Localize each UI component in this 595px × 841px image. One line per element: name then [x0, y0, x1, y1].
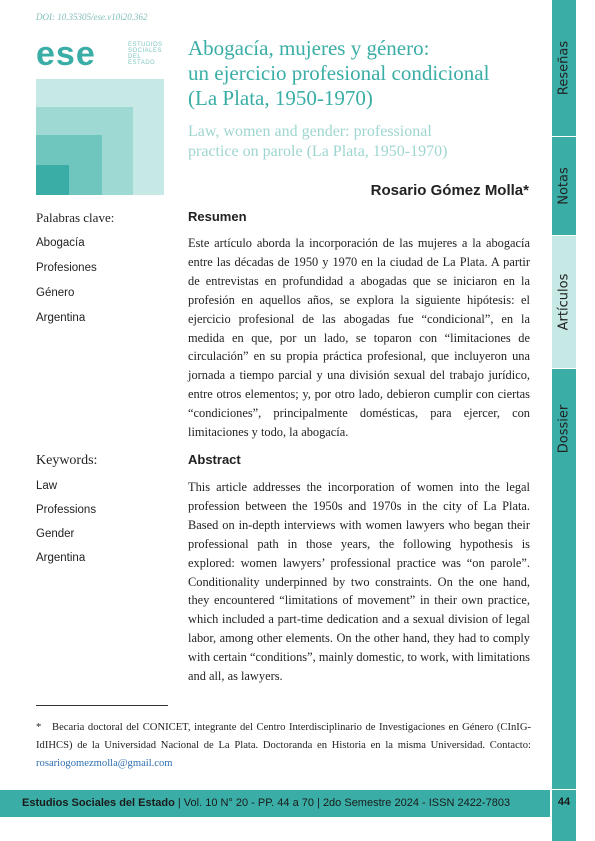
tab-dossier[interactable]	[552, 369, 576, 789]
article-title-line: un ejercicio profesional condicional	[188, 61, 490, 85]
article-subtitle-line: Law, women and gender: professional	[188, 123, 432, 140]
resumen-text: Este artículo aborda la incorporación de las mujeres a la abogacía entre las décadas de 1950 y 1970 en la ciudad de La Plata. A partir de entrevistas en profundidad a abogadas que se iniciaron en la profesión en aquellos años, se explora la siguiente hipótesis: el ejercicio profesional de las abogadas fue “condicional”, en la medida en que, por un lado, se toparon con “limitaciones de circulación” en su propia práctica profesional, que incluyeron una jornada a tiempo parcial y una división sexual del trabajo jurídico, entre otros elementos; y, por otro lado, debieron cumplir con ciertas “condiciones”, principalmente domésticas, para ejercer, con limitaciones y todo, la abogacía.	[188, 236, 530, 440]
logo-subtitle	[128, 42, 163, 66]
section-nav	[552, 0, 576, 841]
article-title-line: Abogacía, mujeres y género:	[188, 36, 430, 60]
footer-citation	[22, 797, 510, 809]
logo-subtitle-line: DEL	[128, 54, 142, 60]
article-title-line: (La Plata, 1950-1970)	[188, 86, 373, 110]
tab-label: Reseñas	[556, 40, 572, 96]
tab-bottom-strip	[552, 817, 576, 841]
keywords-es-heading: Palabras clave:	[36, 210, 115, 225]
tab-label: Dossier	[556, 404, 572, 454]
logo-subtitle-line: SOCIALES	[128, 48, 163, 54]
keyword-item: Profesiones	[36, 262, 97, 274]
keyword-item: Argentina	[36, 552, 86, 564]
footnote	[36, 719, 531, 773]
keyword-item: Género	[36, 287, 75, 299]
journal-logo	[36, 35, 164, 195]
article-subtitle-en	[188, 122, 538, 162]
resumen-heading: Resumen	[188, 209, 247, 224]
footnote-mark: *	[36, 722, 42, 733]
doi-label: DOI: 10.35305/ese.v10i20.362	[36, 12, 148, 22]
keywords-en-list	[36, 479, 96, 575]
abstract-heading: Abstract	[188, 452, 241, 467]
tab-notas[interactable]	[552, 137, 576, 235]
footer-journal-name: Estudios Sociales del Estado	[22, 797, 175, 809]
article-title	[188, 36, 538, 111]
keyword-item: Gender	[36, 528, 75, 540]
tab-label: Artículos	[556, 273, 572, 331]
logo-wordmark: ese	[36, 35, 96, 73]
contact-email-link[interactable]: rosariogomezmolla@gmail.com	[36, 758, 173, 769]
page-number: 44	[557, 796, 571, 808]
article-subtitle-line: practice on parole (La Plata, 1950-1970)	[188, 143, 448, 160]
keyword-item: Professions	[36, 504, 97, 516]
tab-resenas[interactable]	[552, 0, 576, 136]
tab-label: Notas	[556, 167, 572, 205]
keyword-item: Argentina	[36, 312, 86, 324]
footnote-divider	[36, 705, 168, 706]
keywords-en-heading: Keywords:	[36, 453, 98, 468]
tab-articulos[interactable]	[552, 236, 576, 368]
page-number-box	[552, 790, 576, 817]
logo-subtitle-line: ESTADO	[128, 60, 156, 66]
logo-subtitle-line: ESTUDIOS	[128, 42, 163, 48]
logo-square-inner	[36, 165, 69, 195]
keyword-item: Abogacía	[36, 237, 85, 249]
abstract-text: This article addresses the incorporation of women into the legal profession between the 1950s and 1970s in the city of La Plata. Based on in-depth interviews with women lawyers who began their professional path in those years, the following hypothesis is explored: women lawyers’ professional practice was “on parole”. Conditionality underpinned by two constraints. On the one hand, they encountered “limitations of movement” in their own practice, which included a part-time dedication and a sexual division of legal labor, among other elements. On the other hand, they had to comply with certain “conditions”, mainly domestic, to work, with limitations and all, as lawyers.	[188, 480, 530, 684]
keyword-item: Law	[36, 480, 58, 492]
footer-details: | Vol. 10 N° 20 - PP. 44 a 70 | 2do Semestre 2024 - ISSN 2422-7803	[174, 797, 511, 809]
keywords-es-list	[36, 236, 97, 336]
footnote-text: Becaria doctoral del CONICET, integrante del Centro Interdisciplinario de Investigaciones en Género (CInIG-IdIHCS) de la Universidad Nacional de La Plata. Doctoranda en Historia en la misma Universidad. Contacto:	[36, 722, 531, 751]
author-name: Rosario Gómez Molla*	[370, 182, 529, 199]
